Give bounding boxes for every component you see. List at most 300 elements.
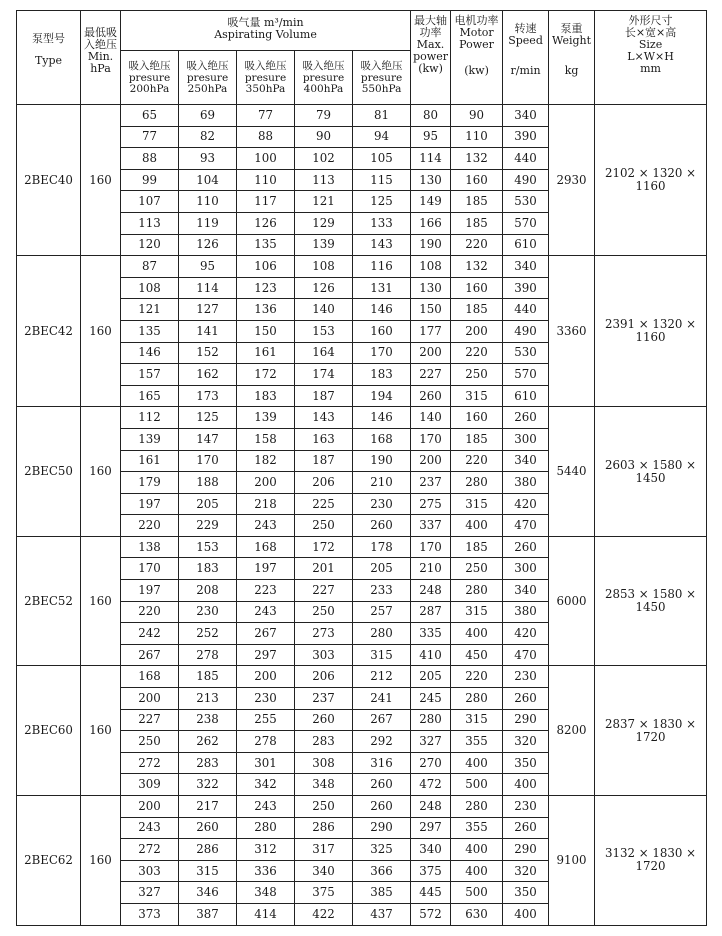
vol-350: 161 (237, 342, 295, 364)
vol-350: 280 (237, 817, 295, 839)
max-power: 200 (411, 450, 451, 472)
vol-250: 95 (179, 256, 237, 278)
vol-200: 200 (121, 688, 179, 710)
vol-250: 278 (179, 644, 237, 666)
vol-350: 168 (237, 536, 295, 558)
max-power: 270 (411, 752, 451, 774)
motor-power: 250 (451, 558, 503, 580)
vol-250: 125 (179, 407, 237, 429)
vol-350: 200 (237, 472, 295, 494)
vol-250: 104 (179, 169, 237, 191)
vol-200: 87 (121, 256, 179, 278)
vol-350: 182 (237, 450, 295, 472)
motor-power: 315 (451, 601, 503, 623)
vol-250: 69 (179, 105, 237, 127)
vol-350: 139 (237, 407, 295, 429)
vol-250: 162 (179, 364, 237, 386)
vol-550: 210 (353, 472, 411, 494)
vol-350: 218 (237, 493, 295, 515)
motor-power: 132 (451, 256, 503, 278)
vol-350: 135 (237, 234, 295, 256)
pump-type: 2BEC62 (17, 796, 81, 926)
vol-200: 165 (121, 385, 179, 407)
vol-250: 185 (179, 666, 237, 688)
speed: 570 (503, 364, 549, 386)
vol-400: 348 (295, 774, 353, 796)
header-pressure-400: 吸入绝压 presure 400hPa (295, 51, 353, 105)
speed: 490 (503, 169, 549, 191)
vol-350: 123 (237, 277, 295, 299)
pump-weight: 2930 (549, 105, 595, 256)
vol-250: 346 (179, 882, 237, 904)
table-row (17, 105, 707, 127)
speed: 420 (503, 623, 549, 645)
speed: 530 (503, 342, 549, 364)
motor-power: 90 (451, 105, 503, 127)
motor-power: 280 (451, 796, 503, 818)
vol-400: 227 (295, 580, 353, 602)
vol-550: 260 (353, 774, 411, 796)
min-pressure: 160 (81, 796, 121, 926)
max-power: 140 (411, 407, 451, 429)
vol-400: 422 (295, 903, 353, 925)
max-power: 280 (411, 709, 451, 731)
speed: 340 (503, 580, 549, 602)
vol-350: 126 (237, 212, 295, 234)
vol-400: 153 (295, 320, 353, 342)
vol-200: 250 (121, 731, 179, 753)
vol-550: 267 (353, 709, 411, 731)
motor-power: 220 (451, 666, 503, 688)
vol-250: 93 (179, 148, 237, 170)
motor-power: 400 (451, 839, 503, 861)
max-power: 375 (411, 860, 451, 882)
vol-200: 243 (121, 817, 179, 839)
vol-550: 146 (353, 299, 411, 321)
max-power: 572 (411, 903, 451, 925)
vol-350: 172 (237, 364, 295, 386)
motor-power: 160 (451, 407, 503, 429)
table-row (17, 407, 707, 429)
vol-550: 94 (353, 126, 411, 148)
vol-400: 201 (295, 558, 353, 580)
vol-350: 243 (237, 515, 295, 537)
pump-size: 2853 × 1580 × 1450 (595, 536, 707, 666)
vol-400: 126 (295, 277, 353, 299)
vol-550: 194 (353, 385, 411, 407)
vol-250: 238 (179, 709, 237, 731)
motor-power: 400 (451, 860, 503, 882)
vol-200: 220 (121, 601, 179, 623)
max-power: 410 (411, 644, 451, 666)
vol-550: 437 (353, 903, 411, 925)
vol-250: 230 (179, 601, 237, 623)
pump-size: 2391 × 1320 × 1160 (595, 256, 707, 407)
max-power: 95 (411, 126, 451, 148)
speed: 440 (503, 299, 549, 321)
max-power: 108 (411, 256, 451, 278)
vol-550: 183 (353, 364, 411, 386)
vol-550: 316 (353, 752, 411, 774)
vol-400: 340 (295, 860, 353, 882)
speed: 300 (503, 428, 549, 450)
max-power: 177 (411, 320, 451, 342)
vol-250: 188 (179, 472, 237, 494)
table-row (17, 796, 707, 818)
table-row (17, 666, 707, 688)
motor-power: 315 (451, 385, 503, 407)
header-weight: 泵重 Weight kg (549, 11, 595, 105)
vol-350: 88 (237, 126, 295, 148)
vol-350: 136 (237, 299, 295, 321)
vol-550: 168 (353, 428, 411, 450)
vol-400: 140 (295, 299, 353, 321)
vol-400: 237 (295, 688, 353, 710)
pump-weight: 6000 (549, 536, 595, 666)
vol-400: 225 (295, 493, 353, 515)
speed: 340 (503, 105, 549, 127)
vol-400: 139 (295, 234, 353, 256)
speed: 260 (503, 536, 549, 558)
vol-550: 260 (353, 515, 411, 537)
vol-550: 190 (353, 450, 411, 472)
pump-size: 2603 × 1580 × 1450 (595, 407, 707, 537)
vol-350: 117 (237, 191, 295, 213)
vol-550: 131 (353, 277, 411, 299)
spec-table-body (17, 105, 707, 926)
vol-350: 255 (237, 709, 295, 731)
vol-200: 65 (121, 105, 179, 127)
vol-200: 138 (121, 536, 179, 558)
header-pressure-200: 吸入绝压 presure 200hPa (121, 51, 179, 105)
vol-250: 229 (179, 515, 237, 537)
vol-350: 77 (237, 105, 295, 127)
min-pressure: 160 (81, 666, 121, 796)
vol-550: 385 (353, 882, 411, 904)
speed: 380 (503, 601, 549, 623)
motor-power: 280 (451, 580, 503, 602)
vol-550: 116 (353, 256, 411, 278)
vol-350: 200 (237, 666, 295, 688)
vol-350: 110 (237, 169, 295, 191)
header-min-pressure: 最低吸 入绝压 Min. hPa (81, 11, 121, 105)
vol-550: 292 (353, 731, 411, 753)
vol-200: 272 (121, 839, 179, 861)
vol-200: 200 (121, 796, 179, 818)
table-row (17, 536, 707, 558)
vol-550: 105 (353, 148, 411, 170)
vol-550: 212 (353, 666, 411, 688)
max-power: 287 (411, 601, 451, 623)
vol-250: 322 (179, 774, 237, 796)
vol-550: 81 (353, 105, 411, 127)
speed: 610 (503, 234, 549, 256)
motor-power: 355 (451, 817, 503, 839)
vol-250: 147 (179, 428, 237, 450)
vol-350: 230 (237, 688, 295, 710)
vol-200: 120 (121, 234, 179, 256)
spec-sheet (16, 10, 706, 928)
speed: 260 (503, 407, 549, 429)
vol-200: 108 (121, 277, 179, 299)
vol-350: 278 (237, 731, 295, 753)
motor-power: 400 (451, 623, 503, 645)
pump-weight: 9100 (549, 796, 595, 926)
vol-250: 119 (179, 212, 237, 234)
speed: 290 (503, 839, 549, 861)
vol-400: 79 (295, 105, 353, 127)
vol-400: 187 (295, 385, 353, 407)
max-power: 335 (411, 623, 451, 645)
vol-400: 206 (295, 472, 353, 494)
vol-550: 280 (353, 623, 411, 645)
speed: 340 (503, 256, 549, 278)
header-size: 外形尺寸 长×宽×高 Size L×W×H mm (595, 11, 707, 105)
max-power: 237 (411, 472, 451, 494)
vol-250: 217 (179, 796, 237, 818)
speed: 230 (503, 666, 549, 688)
vol-200: 327 (121, 882, 179, 904)
speed: 570 (503, 212, 549, 234)
vol-550: 146 (353, 407, 411, 429)
vol-250: 315 (179, 860, 237, 882)
max-power: 472 (411, 774, 451, 796)
pump-weight: 8200 (549, 666, 595, 796)
vol-350: 183 (237, 385, 295, 407)
min-pressure: 160 (81, 407, 121, 537)
speed: 300 (503, 558, 549, 580)
speed: 400 (503, 903, 549, 925)
motor-power: 500 (451, 882, 503, 904)
vol-550: 290 (353, 817, 411, 839)
max-power: 445 (411, 882, 451, 904)
vol-550: 230 (353, 493, 411, 515)
vol-550: 260 (353, 796, 411, 818)
max-power: 130 (411, 277, 451, 299)
vol-350: 297 (237, 644, 295, 666)
vol-200: 146 (121, 342, 179, 364)
speed: 420 (503, 493, 549, 515)
motor-power: 160 (451, 277, 503, 299)
vol-400: 102 (295, 148, 353, 170)
vol-550: 205 (353, 558, 411, 580)
speed: 440 (503, 148, 549, 170)
vol-350: 312 (237, 839, 295, 861)
vol-250: 205 (179, 493, 237, 515)
pump-type: 2BEC52 (17, 536, 81, 666)
vol-200: 88 (121, 148, 179, 170)
vol-200: 197 (121, 580, 179, 602)
vol-400: 375 (295, 882, 353, 904)
speed: 610 (503, 385, 549, 407)
vol-400: 121 (295, 191, 353, 213)
header-motor-power: 电机功率 Motor Power (kw) (451, 11, 503, 105)
vol-200: 99 (121, 169, 179, 191)
vol-550: 315 (353, 644, 411, 666)
max-power: 337 (411, 515, 451, 537)
max-power: 130 (411, 169, 451, 191)
vol-200: 135 (121, 320, 179, 342)
vol-250: 252 (179, 623, 237, 645)
vol-350: 301 (237, 752, 295, 774)
motor-power: 185 (451, 536, 503, 558)
vol-350: 342 (237, 774, 295, 796)
vol-400: 164 (295, 342, 353, 364)
vol-550: 143 (353, 234, 411, 256)
pump-size: 3132 × 1830 × 1720 (595, 796, 707, 926)
motor-power: 160 (451, 169, 503, 191)
vol-200: 107 (121, 191, 179, 213)
vol-250: 387 (179, 903, 237, 925)
table-row (17, 256, 707, 278)
motor-power: 315 (451, 493, 503, 515)
vol-400: 286 (295, 817, 353, 839)
vol-200: 220 (121, 515, 179, 537)
pump-weight: 3360 (549, 256, 595, 407)
motor-power: 110 (451, 126, 503, 148)
vol-350: 106 (237, 256, 295, 278)
vol-200: 179 (121, 472, 179, 494)
max-power: 170 (411, 428, 451, 450)
speed: 260 (503, 817, 549, 839)
vol-400: 303 (295, 644, 353, 666)
vol-350: 223 (237, 580, 295, 602)
speed: 390 (503, 277, 549, 299)
max-power: 248 (411, 580, 451, 602)
max-power: 260 (411, 385, 451, 407)
max-power: 327 (411, 731, 451, 753)
vol-200: 161 (121, 450, 179, 472)
max-power: 248 (411, 796, 451, 818)
vol-350: 158 (237, 428, 295, 450)
vol-250: 141 (179, 320, 237, 342)
speed: 350 (503, 882, 549, 904)
motor-power: 220 (451, 450, 503, 472)
motor-power: 400 (451, 752, 503, 774)
min-pressure: 160 (81, 105, 121, 256)
min-pressure: 160 (81, 536, 121, 666)
vol-350: 100 (237, 148, 295, 170)
max-power: 275 (411, 493, 451, 515)
vol-400: 187 (295, 450, 353, 472)
vol-200: 267 (121, 644, 179, 666)
vol-350: 348 (237, 882, 295, 904)
vol-250: 208 (179, 580, 237, 602)
speed: 350 (503, 752, 549, 774)
speed: 340 (503, 450, 549, 472)
vol-400: 174 (295, 364, 353, 386)
vol-350: 150 (237, 320, 295, 342)
pump-size: 2837 × 1830 × 1720 (595, 666, 707, 796)
vol-550: 233 (353, 580, 411, 602)
vol-250: 153 (179, 536, 237, 558)
vol-400: 163 (295, 428, 353, 450)
pump-size: 2102 × 1320 × 1160 (595, 105, 707, 256)
header-type: 泵型号 Type (17, 11, 81, 105)
max-power: 149 (411, 191, 451, 213)
vol-400: 108 (295, 256, 353, 278)
vol-200: 121 (121, 299, 179, 321)
vol-200: 227 (121, 709, 179, 731)
vol-400: 206 (295, 666, 353, 688)
vol-400: 250 (295, 515, 353, 537)
vol-550: 125 (353, 191, 411, 213)
vol-550: 241 (353, 688, 411, 710)
pump-type: 2BEC50 (17, 407, 81, 537)
vol-350: 267 (237, 623, 295, 645)
speed: 490 (503, 320, 549, 342)
vol-250: 110 (179, 191, 237, 213)
motor-power: 185 (451, 191, 503, 213)
vol-200: 139 (121, 428, 179, 450)
vol-550: 366 (353, 860, 411, 882)
motor-power: 315 (451, 709, 503, 731)
vol-200: 242 (121, 623, 179, 645)
vol-250: 213 (179, 688, 237, 710)
header-pressure-550: 吸入绝压 presure 550hPa (353, 51, 411, 105)
vol-400: 250 (295, 796, 353, 818)
speed: 380 (503, 472, 549, 494)
speed: 470 (503, 515, 549, 537)
motor-power: 250 (451, 364, 503, 386)
vol-400: 143 (295, 407, 353, 429)
vol-200: 112 (121, 407, 179, 429)
vol-250: 173 (179, 385, 237, 407)
vol-250: 152 (179, 342, 237, 364)
vol-250: 127 (179, 299, 237, 321)
max-power: 297 (411, 817, 451, 839)
max-power: 114 (411, 148, 451, 170)
max-power: 190 (411, 234, 451, 256)
min-pressure: 160 (81, 256, 121, 407)
max-power: 210 (411, 558, 451, 580)
motor-power: 450 (451, 644, 503, 666)
pump-type: 2BEC40 (17, 105, 81, 256)
max-power: 80 (411, 105, 451, 127)
vol-550: 160 (353, 320, 411, 342)
pump-weight: 5440 (549, 407, 595, 537)
vol-200: 168 (121, 666, 179, 688)
vol-350: 243 (237, 796, 295, 818)
vol-550: 325 (353, 839, 411, 861)
pump-spec-table (16, 10, 707, 926)
vol-400: 317 (295, 839, 353, 861)
speed: 320 (503, 731, 549, 753)
speed: 470 (503, 644, 549, 666)
max-power: 170 (411, 536, 451, 558)
speed: 260 (503, 688, 549, 710)
vol-550: 257 (353, 601, 411, 623)
pump-type: 2BEC42 (17, 256, 81, 407)
vol-400: 250 (295, 601, 353, 623)
vol-200: 77 (121, 126, 179, 148)
max-power: 340 (411, 839, 451, 861)
motor-power: 220 (451, 342, 503, 364)
vol-250: 114 (179, 277, 237, 299)
speed: 530 (503, 191, 549, 213)
header-max-power: 最大轴 功率 Max. power (kw) (411, 11, 451, 105)
speed: 320 (503, 860, 549, 882)
vol-400: 273 (295, 623, 353, 645)
pump-type: 2BEC60 (17, 666, 81, 796)
header-pressure-250: 吸入绝压 presure 250hPa (179, 51, 237, 105)
vol-400: 113 (295, 169, 353, 191)
motor-power: 185 (451, 212, 503, 234)
vol-250: 260 (179, 817, 237, 839)
motor-power: 280 (451, 472, 503, 494)
vol-200: 113 (121, 212, 179, 234)
vol-250: 283 (179, 752, 237, 774)
